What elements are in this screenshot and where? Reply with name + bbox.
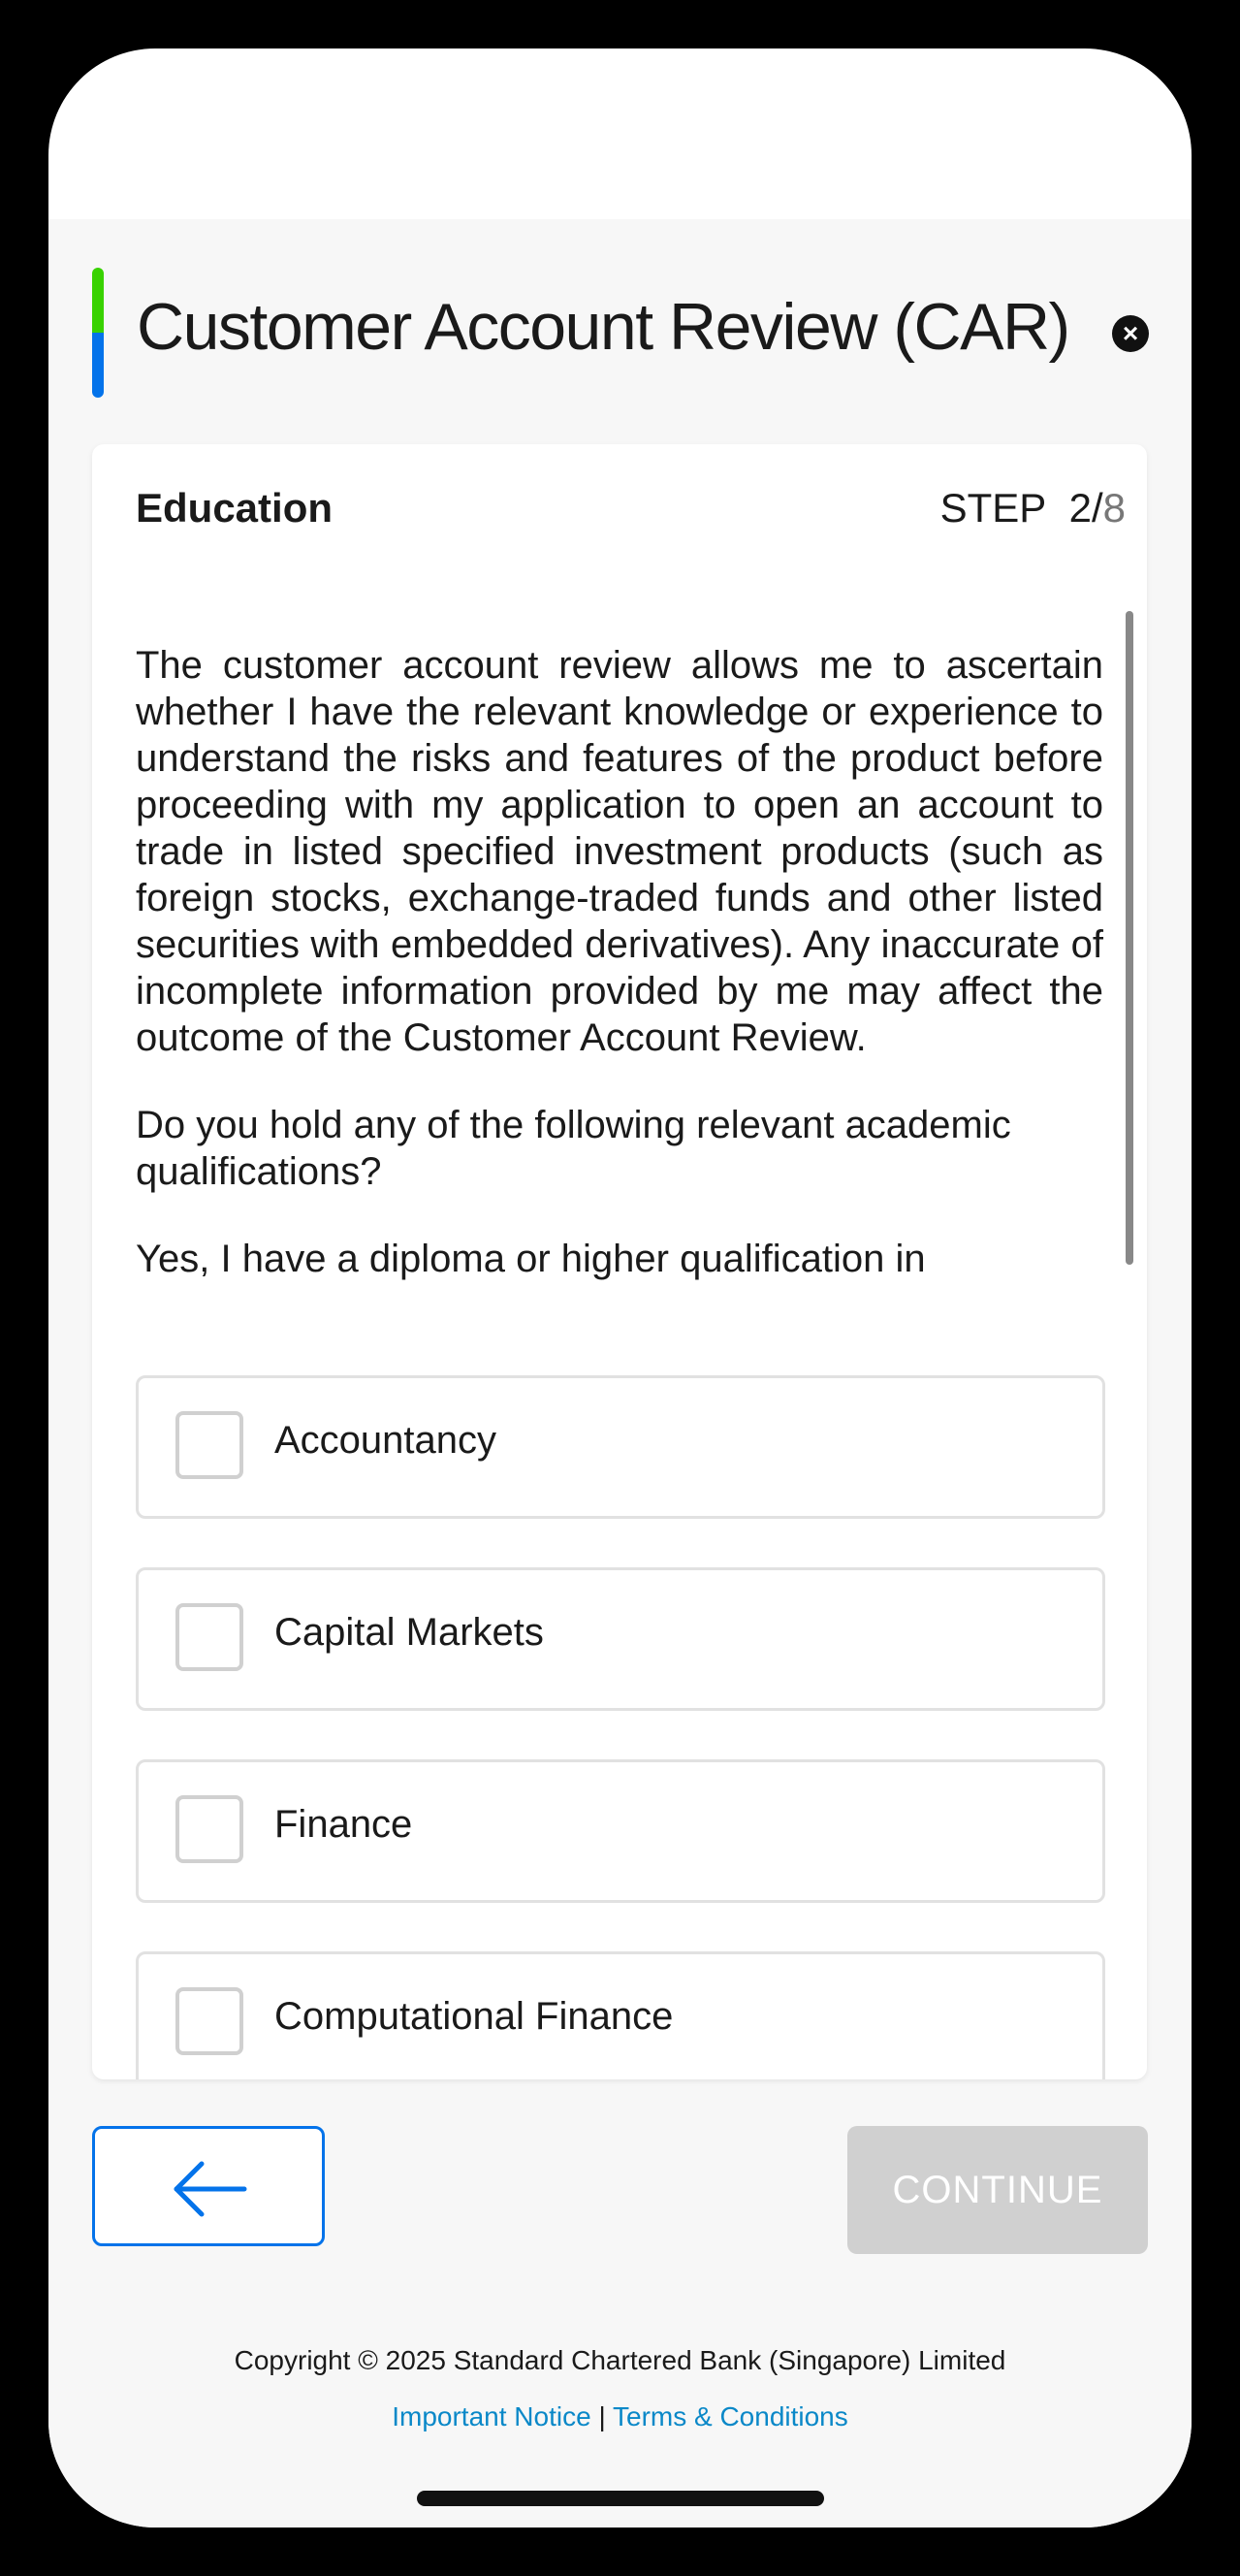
sub-question-text: Yes, I have a diploma or higher qualification in bbox=[136, 1238, 926, 1280]
education-card bbox=[92, 444, 1147, 2079]
scrollbar[interactable] bbox=[1126, 611, 1133, 1265]
card-content bbox=[136, 642, 1103, 1282]
link-separator: | bbox=[598, 2401, 606, 2431]
checkbox[interactable] bbox=[175, 1987, 243, 2055]
checkbox[interactable] bbox=[175, 1795, 243, 1863]
continue-button[interactable]: CONTINUE bbox=[847, 2126, 1148, 2254]
screen bbox=[48, 48, 1192, 2528]
close-icon[interactable]: × bbox=[1112, 315, 1149, 352]
page-title: Customer Account Review (CAR) bbox=[137, 290, 1069, 364]
step-label: STEP bbox=[939, 485, 1047, 531]
footer-links bbox=[48, 2401, 1192, 2432]
option-capital-markets[interactable] bbox=[136, 1567, 1105, 1711]
option-computational-finance[interactable] bbox=[136, 1951, 1105, 2079]
step-separator: / bbox=[1091, 485, 1103, 531]
back-button[interactable] bbox=[92, 2126, 325, 2246]
step-indicator bbox=[940, 485, 1126, 531]
question-text: Do you hold any of the following relevant academic qualifications? bbox=[136, 1104, 1011, 1193]
accent-bar bbox=[92, 268, 104, 398]
option-accountancy[interactable] bbox=[136, 1375, 1105, 1519]
option-label: Finance bbox=[274, 1803, 413, 1846]
qualification-options bbox=[136, 1375, 1105, 2079]
terms-conditions-link[interactable]: Terms & Conditions bbox=[613, 2401, 848, 2431]
accent-bar-blue bbox=[92, 333, 104, 398]
copyright-text: Copyright © 2025 Standard Chartered Bank (Singapore) Limited bbox=[234, 2345, 1006, 2375]
step-total: 8 bbox=[1102, 485, 1126, 531]
option-label: Capital Markets bbox=[274, 1611, 544, 1654]
step-current: 2 bbox=[1068, 485, 1092, 531]
app-container bbox=[48, 219, 1192, 2528]
option-label: Accountancy bbox=[274, 1419, 497, 1462]
checkbox[interactable] bbox=[175, 1603, 243, 1671]
header bbox=[92, 268, 1168, 398]
section-title: Education bbox=[136, 485, 334, 531]
checkbox[interactable] bbox=[175, 1411, 243, 1479]
arrow-left-icon bbox=[171, 2160, 248, 2218]
option-finance[interactable] bbox=[136, 1759, 1105, 1903]
intro-text: The customer account review allows me to ascertain whether I have the relevant knowledge or experience to understand the risks and features of the product before proceeding with my application to open an account to trade in listed specified investment products (such as foreign stocks, exchange-traded funds and other listed securities with embedded derivatives). Any inaccurate of incomplete information provided by me may affect the outcome of the Customer Account Review. bbox=[136, 644, 1103, 1059]
option-label: Computational Finance bbox=[274, 1995, 674, 2038]
home-indicator bbox=[417, 2491, 824, 2506]
accent-bar-green bbox=[92, 268, 104, 333]
important-notice-link[interactable]: Important Notice bbox=[392, 2401, 591, 2431]
